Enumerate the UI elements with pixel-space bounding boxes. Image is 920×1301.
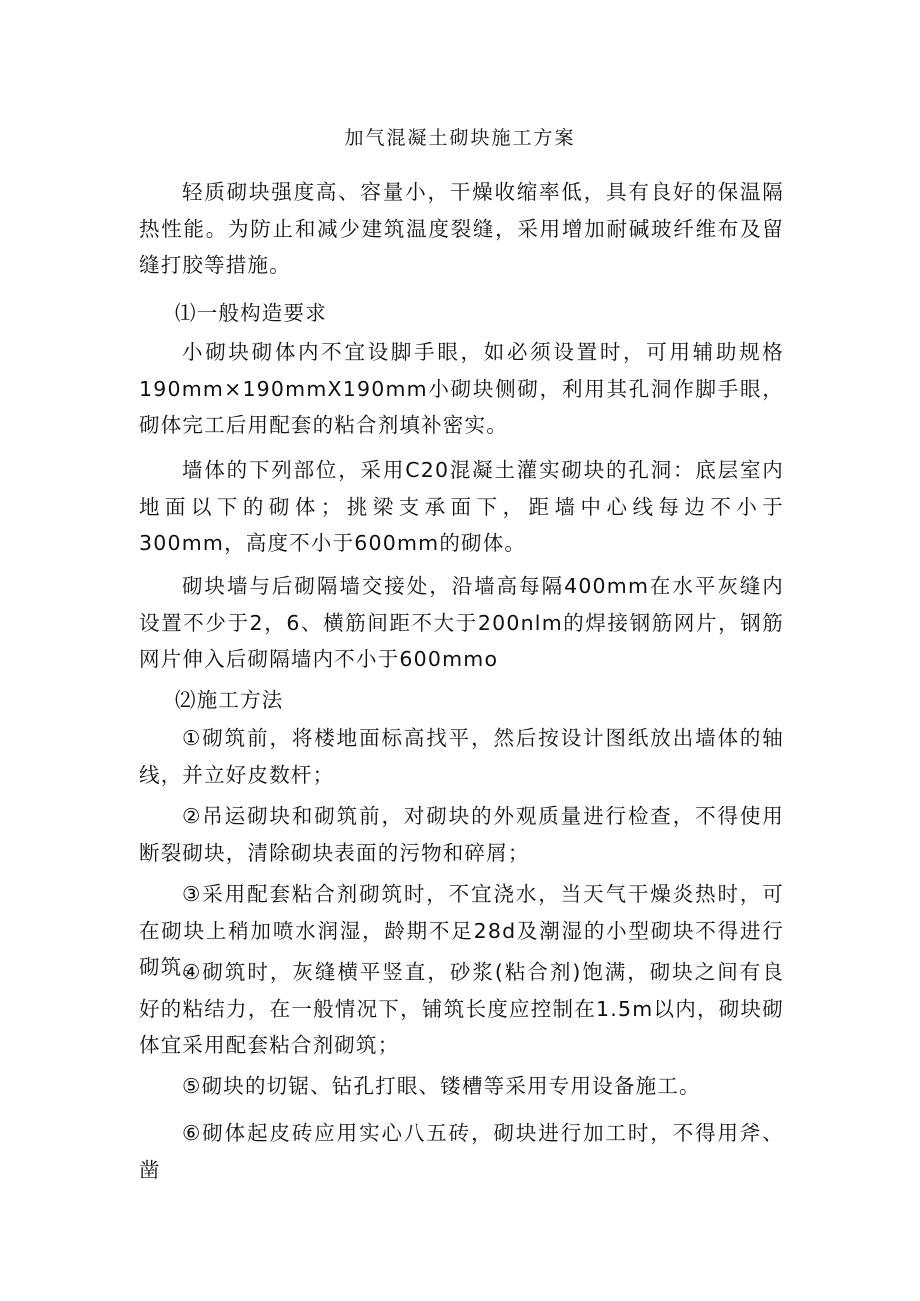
step-2: ②吊运砌块和砌筑前，对砌块的外观质量进行检查，不得使用断裂砌块，清除砌块表面的污物和碎屑； [139, 804, 784, 865]
paragraph-scaffold-holes: 小砌块砌体内不宜设脚手眼，如必须设置时，可用辅助规格190mm×190mmX190mm小砌块侧砌，利用其孔洞作脚手眼，砌体完工后用配套的粘合剂填补密实。 [139, 340, 784, 437]
paragraph-intro: 轻质砌块强度高、容量小，干燥收缩率低，具有良好的保温隔热性能。为防止和减少建筑温度裂缝，采用增加耐碱玻纤维布及留缝打胶等措施。 [139, 180, 784, 277]
paragraph-grout-fill: 墙体的下列部位，采用C20混凝土灌实砌块的孔洞：底层室内地面以下的砌体；挑梁支承面下，距墙中心线每边不小于300mm，高度不小于600mm的砌体。 [139, 458, 784, 555]
section-heading-general-requirements: ⑴一般构造要求 [175, 301, 327, 325]
step-1: ①砌筑前，将楼地面标高找平，然后按设计图纸放出墙体的轴线，并立好皮数杆； [139, 726, 784, 787]
step-3: ③采用配套粘合剂砌筑时，不宜浇水，当天气干燥炎热时，可在砌块上稍加喷水润湿，龄期不足28d及潮湿的小型砌块不得进行砌筑。 [139, 882, 784, 979]
section-heading-construction-method: ⑵施工方法 [175, 688, 284, 712]
step-5: ⑤砌块的切锯、钻孔打眼、镂槽等采用专用设备施工。 [182, 1074, 701, 1098]
step-6: ⑥砌体起皮砖应用实心八五砖，砌块进行加工时，不得用斧、凿 [139, 1121, 784, 1182]
step-4: ④砌筑时，灰缝横平竖直，砂浆(粘合剂)饱满，砌块之间有良好的粘结力，在一般情况下，铺筑长度应控制在1.5m以内，砌块砌体宜采用配套粘合剂砌筑； [139, 960, 784, 1057]
paragraph-wall-junction: 砌块墙与后砌隔墙交接处，沿墙高每隔400mm在水平灰缝内设置不少于2，6、横筋间距不大于200nlm的焊接钢筋网片，钢筋网片伸入后砌隔墙内不小于600mmo [139, 574, 784, 671]
document-title: 加气混凝土砌块施工方案 [344, 127, 576, 149]
